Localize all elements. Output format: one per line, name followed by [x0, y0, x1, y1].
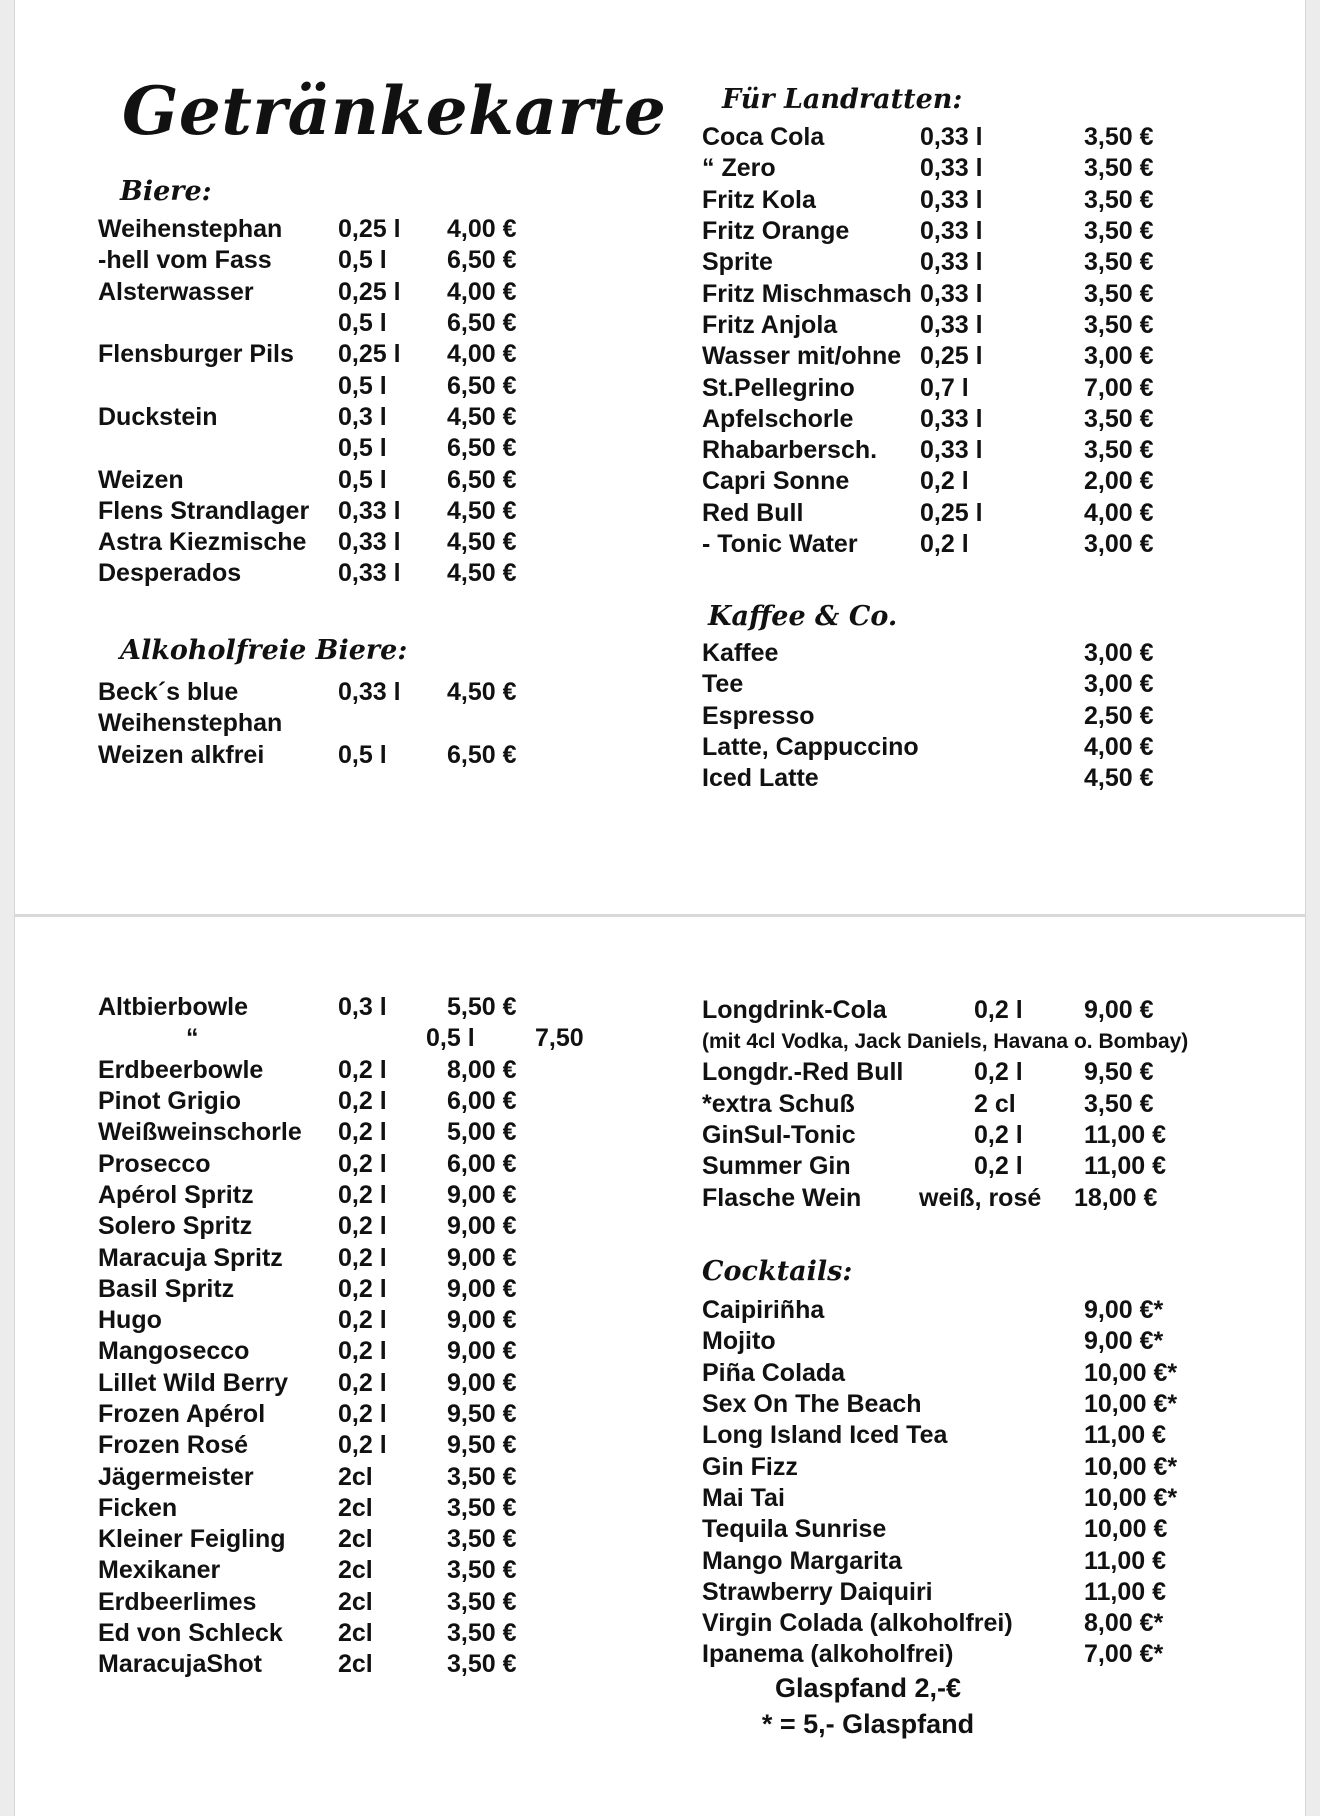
- item-price: 10,00 €*: [1084, 1358, 1178, 1387]
- item-size: 0,2 l: [338, 1400, 387, 1428]
- item-name: Capri Sonne: [702, 467, 850, 496]
- item-name: Coca Cola: [702, 123, 825, 152]
- item-size: 0,33 l: [338, 559, 401, 588]
- list-item: [98, 527, 547, 558]
- item-size: 0,2 l: [338, 1431, 387, 1460]
- kaffee-list: [702, 638, 1194, 794]
- list-item: [98, 677, 547, 708]
- item-price: 3,50 €: [1084, 310, 1154, 339]
- longdrinks-list: [702, 995, 1204, 1214]
- item-price: 9,00 €: [447, 1243, 517, 1272]
- list-item: [98, 1117, 635, 1148]
- item-name: Ed von Schleck: [98, 1619, 283, 1648]
- item-size: 0,2 l: [338, 1306, 387, 1335]
- list-item: [702, 278, 1194, 309]
- cocktails-list: [702, 1295, 1204, 1671]
- item-name: Kaffee: [702, 639, 779, 668]
- list-item: [702, 669, 1194, 700]
- item-name: Summer Gin: [702, 1152, 851, 1181]
- item-name: Fritz Kola: [702, 185, 816, 214]
- item-name: Apérol Spritz: [98, 1180, 254, 1209]
- item-size: 0,2 l: [338, 1337, 387, 1366]
- item-size: 0,25 l: [920, 342, 983, 371]
- item-name: Weißweinschorle: [98, 1118, 302, 1147]
- item-price: 4,50 €: [447, 402, 517, 431]
- item-price: 4,00 €: [447, 340, 517, 369]
- item-price: 9,50 €: [1084, 1058, 1154, 1087]
- list-item: [702, 1545, 1204, 1576]
- list-item: [702, 1514, 1204, 1545]
- item-name: Latte, Cappuccino: [702, 733, 919, 762]
- list-item: [702, 1326, 1204, 1357]
- list-item: [702, 1057, 1204, 1088]
- list-item: [98, 277, 547, 308]
- list-item: [702, 701, 1194, 732]
- item-price: 6,50 €: [447, 434, 517, 463]
- item-name: Iced Latte: [702, 764, 819, 793]
- item-name: Erdbeerbowle: [98, 1055, 264, 1084]
- item-price: 3,50 €: [447, 1650, 517, 1679]
- item-price: 3,00 €: [1084, 639, 1154, 668]
- item-price: 9,50 €: [447, 1400, 517, 1428]
- item-size: 0,2 l: [974, 996, 1023, 1025]
- list-item: [98, 433, 547, 464]
- item-name: “: [186, 1024, 199, 1053]
- item-price: 7,00 €*: [1084, 1640, 1164, 1669]
- item-price: 9,00 €: [447, 1274, 517, 1303]
- list-item: [98, 496, 547, 527]
- item-price: 3,50 €: [1084, 248, 1154, 277]
- item-name: Ipanema (alkoholfrei): [702, 1640, 954, 1669]
- list-item: [98, 1461, 635, 1492]
- item-price: 3,00 €: [1084, 342, 1154, 371]
- list-item: [702, 341, 1194, 372]
- item-name: Sprite: [702, 248, 773, 277]
- item-price: 3,50 €: [447, 1493, 517, 1522]
- glaspfand-note: Glaspfand 2,-€: [774, 1673, 962, 1703]
- item-size: 0,25 l: [920, 498, 983, 527]
- item-name: Piña Colada: [702, 1358, 846, 1387]
- list-item: [702, 466, 1194, 497]
- item-name: Mangosecco: [98, 1337, 250, 1366]
- list-item: [98, 1086, 635, 1117]
- item-price: 9,00 €*: [1084, 1296, 1164, 1325]
- item-size: 0,5 l: [338, 465, 387, 494]
- list-item: [98, 1555, 635, 1586]
- list-item: [98, 1180, 635, 1211]
- item-name: St.Pellegrino: [702, 373, 855, 402]
- item-size: 0,5 l: [338, 246, 387, 275]
- landratten-list: [702, 122, 1194, 560]
- item-name: Mexikaner: [98, 1556, 221, 1585]
- item-name: Apfelschorle: [702, 404, 854, 433]
- list-item: [702, 1182, 1204, 1213]
- item-size: 0,2 l: [338, 1149, 387, 1178]
- list-item: [702, 153, 1194, 184]
- item-size: 2 cl: [974, 1089, 1016, 1118]
- list-item: [702, 1483, 1204, 1514]
- item-size: weiß, rosé: [919, 1183, 1042, 1212]
- item-size: 0,2 l: [338, 1212, 387, 1241]
- item-price: 4,50 €: [1084, 764, 1154, 793]
- item-name: Pinot Grigio: [98, 1087, 242, 1116]
- item-size: 0,33 l: [920, 404, 983, 433]
- item-name: “ Zero: [702, 154, 776, 183]
- alkoholfrei-heading: Alkoholfreie Biere:: [120, 635, 408, 666]
- item-price: 4,00 €: [447, 215, 517, 244]
- list-item: [702, 122, 1194, 153]
- item-price: 3,50 €: [1084, 404, 1154, 433]
- item-size: 0,33 l: [920, 154, 983, 183]
- item-size: 0,2 l: [338, 1368, 387, 1397]
- item-name: Long Island Iced Tea: [702, 1421, 948, 1450]
- list-item: [98, 558, 547, 589]
- item-size: 0,5 l: [338, 434, 387, 463]
- item-name: Fritz Anjola: [702, 310, 838, 339]
- item-size: 0,2 l: [338, 1055, 387, 1084]
- list-item: [98, 1242, 635, 1273]
- item-price: 6,50 €: [447, 309, 517, 338]
- list-item: [702, 763, 1194, 794]
- item-price: 18,00 €: [1074, 1183, 1158, 1212]
- list-item: [702, 1577, 1204, 1608]
- list-item: [98, 1649, 635, 1680]
- item-size: 0,3 l: [338, 402, 387, 431]
- item-name: GinSul-Tonic: [702, 1121, 856, 1150]
- item-name: Prosecco: [98, 1149, 211, 1178]
- list-item: [98, 1211, 635, 1242]
- item-size: 2cl: [338, 1462, 373, 1491]
- item-name: -hell vom Fass: [98, 246, 272, 275]
- item-name: Altbierbowle: [98, 993, 249, 1022]
- item-name: Duckstein: [98, 402, 218, 431]
- item-price: 4,50 €: [447, 528, 517, 557]
- list-item: [702, 1389, 1204, 1420]
- item-price: 11,00 €: [1084, 1152, 1167, 1181]
- list-item: [702, 1295, 1204, 1326]
- list-item: [702, 404, 1194, 435]
- list-item: [98, 1493, 635, 1524]
- longdrink-rows: [702, 1057, 1204, 1182]
- list-item: [98, 1274, 635, 1305]
- item-price: 3,50 €: [1084, 185, 1154, 214]
- landratten-heading: Für Landratten:: [722, 84, 963, 115]
- glaspfand-legend: * = 5,- Glaspfand: [761, 1709, 975, 1739]
- item-size: 0,33 l: [920, 310, 983, 339]
- item-size: 0,2 l: [338, 1274, 387, 1303]
- item-name: Sex On The Beach: [702, 1390, 922, 1419]
- item-price: 7,50: [535, 1024, 584, 1053]
- item-price: 3,50 €: [1084, 154, 1154, 183]
- item-size: 0,33 l: [920, 436, 983, 465]
- item-name: Flens Strandlager: [98, 496, 310, 525]
- item-name: Fritz Orange: [702, 217, 850, 246]
- item-price: 4,00 €: [1084, 498, 1154, 527]
- item-name: Longdrink-Cola: [702, 996, 887, 1025]
- item-price: 5,00 €: [447, 1118, 517, 1147]
- biere-heading: Biere:: [120, 176, 212, 207]
- list-item: [702, 732, 1194, 763]
- list-item: [98, 708, 547, 739]
- item-name: Frozen Apérol: [98, 1400, 266, 1428]
- item-name: *extra Schuß: [702, 1089, 855, 1118]
- item-size: 0,3 l: [338, 993, 387, 1022]
- item-price: 3,50 €: [447, 1619, 517, 1648]
- item-name: Weihenstephan: [98, 215, 283, 244]
- list-item: [702, 1420, 1204, 1451]
- item-name: Red Bull: [702, 498, 804, 527]
- item-size: 0,2 l: [338, 1087, 387, 1116]
- list-item: [702, 1151, 1204, 1182]
- list-item: [702, 372, 1194, 403]
- item-name: Alsterwasser: [98, 277, 254, 306]
- item-name: Fritz Mischmasch: [702, 279, 912, 308]
- item-size: 0,33 l: [338, 528, 401, 557]
- list-item: [702, 638, 1194, 669]
- item-size: 0,2 l: [974, 1152, 1023, 1181]
- item-name: Ficken: [98, 1493, 178, 1522]
- item-size: 0,25 l: [338, 215, 401, 244]
- list-item: [98, 1368, 635, 1399]
- item-price: 10,00 €*: [1084, 1452, 1178, 1481]
- item-name: Flensburger Pils: [98, 340, 294, 369]
- item-name: Hugo: [98, 1306, 162, 1335]
- item-name: MaracujaShot: [98, 1650, 262, 1679]
- item-name: Mai Tai: [702, 1483, 785, 1512]
- item-price: 3,50 €: [1084, 123, 1154, 152]
- item-price: 4,50 €: [447, 496, 517, 525]
- item-price: 3,50 €: [1084, 1089, 1154, 1118]
- item-name: - Tonic Water: [702, 530, 858, 558]
- item-price: 11,00 €: [1084, 1121, 1167, 1150]
- list-item: [98, 370, 547, 401]
- list-item: [702, 310, 1194, 341]
- item-price: 9,00 €: [447, 1180, 517, 1209]
- page-fold-divider: [14, 914, 1306, 917]
- item-size: 0,2 l: [338, 1118, 387, 1147]
- list-item: [98, 740, 547, 771]
- item-size: 0,2 l: [920, 530, 969, 558]
- list-item: [702, 435, 1194, 466]
- item-price: 9,00 €: [447, 1212, 517, 1241]
- item-name: Weihenstephan: [98, 709, 283, 738]
- item-price: 11,00 €: [1084, 1577, 1167, 1606]
- item-size: 2cl: [338, 1493, 373, 1522]
- item-price: 4,00 €: [1084, 733, 1154, 762]
- list-item: [98, 1023, 635, 1054]
- item-price: 9,00 €: [1084, 996, 1154, 1025]
- item-price: 3,50 €: [1084, 217, 1154, 246]
- item-name: Mojito: [702, 1327, 776, 1356]
- list-item: [98, 214, 547, 245]
- list-item: [98, 1430, 635, 1461]
- item-name: Mango Margarita: [702, 1546, 903, 1575]
- item-price: 9,00 €: [447, 1306, 517, 1335]
- item-size: 0,5 l: [338, 740, 387, 769]
- item-name: Astra Kiezmische: [98, 528, 307, 557]
- list-item: [702, 185, 1194, 216]
- list-item: [98, 1055, 635, 1086]
- item-price: 6,50 €: [447, 371, 517, 400]
- item-name: Erdbeerlimes: [98, 1587, 257, 1616]
- item-price: 9,50 €: [447, 1431, 517, 1460]
- item-price: 3,50 €: [447, 1556, 517, 1585]
- item-size: 0,2 l: [338, 1180, 387, 1209]
- item-price: 9,00 €: [447, 1337, 517, 1366]
- list-item: [702, 1451, 1204, 1482]
- alkoholfrei-list: [98, 677, 547, 771]
- item-price: 9,00 €*: [1084, 1327, 1164, 1356]
- item-price: 6,00 €: [447, 1087, 517, 1116]
- item-price: 10,00 €: [1084, 1515, 1168, 1544]
- item-size: 2cl: [338, 1587, 373, 1616]
- item-name: Desperados: [98, 559, 242, 588]
- item-price: 4,50 €: [447, 678, 517, 707]
- item-name: Jägermeister: [98, 1462, 254, 1491]
- item-price: 6,00 €: [447, 1149, 517, 1178]
- item-price: 6,50 €: [447, 465, 517, 494]
- list-item: [98, 1305, 635, 1336]
- list-item: [98, 402, 547, 433]
- list-item: [98, 308, 547, 339]
- item-name: Weizen alkfrei: [98, 740, 265, 769]
- list-item: [98, 1336, 635, 1367]
- item-size: 0,7 l: [920, 373, 969, 402]
- item-size: 0,5 l: [338, 309, 387, 338]
- list-item: [98, 1399, 635, 1430]
- item-price: 3,50 €: [447, 1462, 517, 1491]
- item-size: 0,33 l: [920, 248, 983, 277]
- item-price: 2,50 €: [1084, 701, 1154, 730]
- menu-title: Getränkekarte: [122, 72, 667, 150]
- list-item: [702, 1608, 1204, 1639]
- item-name: Kleiner Feigling: [98, 1525, 286, 1554]
- item-price: 3,50 €: [447, 1525, 517, 1554]
- item-name: Rhabarbersch.: [702, 436, 878, 465]
- item-name: Wasser mit/ohne: [702, 342, 902, 371]
- list-item: [702, 1089, 1204, 1120]
- list-item: [98, 1587, 635, 1618]
- item-size: 0,33 l: [338, 678, 401, 707]
- item-size: 0,25 l: [338, 277, 401, 306]
- kaffee-heading: Kaffee & Co.: [708, 601, 898, 632]
- longdrink-note: (mit 4cl Vodka, Jack Daniels, Havana o. Bombay): [702, 1029, 1189, 1053]
- item-price: 4,00 €: [447, 277, 517, 306]
- item-price: 6,50 €: [447, 246, 517, 275]
- list-item: [98, 245, 547, 276]
- item-name: Tee: [702, 670, 744, 699]
- list-item: [98, 464, 547, 495]
- item-size: 0,2 l: [338, 1243, 387, 1272]
- item-size: 0,2 l: [974, 1058, 1023, 1087]
- item-price: 10,00 €*: [1084, 1390, 1178, 1419]
- list-item: [702, 498, 1194, 529]
- item-name: Caipiriñha: [702, 1296, 825, 1325]
- item-price: 5,50 €: [447, 993, 517, 1022]
- item-size: 0,2 l: [920, 467, 969, 496]
- item-name: Maracuja Spritz: [98, 1243, 283, 1272]
- item-size: 0,5 l: [426, 1024, 475, 1053]
- list-item: [98, 1618, 635, 1649]
- item-size: 2cl: [338, 1619, 373, 1648]
- item-name: Basil Spritz: [98, 1274, 235, 1303]
- item-size: 2cl: [338, 1650, 373, 1679]
- item-price: 3,00 €: [1084, 530, 1154, 558]
- list-item: [702, 1358, 1204, 1389]
- item-price: 6,50 €: [447, 740, 517, 769]
- item-name: Weizen: [98, 465, 184, 494]
- item-size: 0,33 l: [920, 217, 983, 246]
- item-name: Beck´s blue: [98, 678, 239, 707]
- item-price: 3,50 €: [447, 1587, 517, 1616]
- item-size: 0,25 l: [338, 340, 401, 369]
- item-size: 0,33 l: [920, 279, 983, 308]
- item-size: 0,33 l: [920, 185, 983, 214]
- item-price: 3,50 €: [1084, 436, 1154, 465]
- list-item: [702, 1639, 1204, 1670]
- item-price: 11,00 €: [1084, 1421, 1167, 1450]
- item-name: Flasche Wein: [702, 1183, 862, 1212]
- item-price: 8,00 €: [447, 1055, 517, 1084]
- list-item: [702, 529, 1194, 560]
- list-item: [702, 1120, 1204, 1151]
- item-name: Gin Fizz: [702, 1452, 798, 1481]
- cocktails-heading: Cocktails:: [702, 1256, 853, 1287]
- item-name: Espresso: [702, 701, 815, 730]
- item-size: 2cl: [338, 1525, 373, 1554]
- item-price: 8,00 €*: [1084, 1609, 1164, 1638]
- item-name: Virgin Colada (alkoholfrei): [702, 1609, 1013, 1638]
- item-name: Longdr.-Red Bull: [702, 1058, 904, 1087]
- item-name: Lillet Wild Berry: [98, 1368, 289, 1397]
- item-price: 4,50 €: [447, 559, 517, 588]
- item-size: 0,5 l: [338, 371, 387, 400]
- bowle-shots-list: [98, 992, 635, 1681]
- item-size: 0,33 l: [920, 123, 983, 152]
- biere-list: [98, 214, 547, 590]
- list-item: [98, 1524, 635, 1555]
- list-item: [702, 995, 1204, 1026]
- item-size: 2cl: [338, 1556, 373, 1585]
- item-size: 0,33 l: [338, 496, 401, 525]
- list-item: [98, 339, 547, 370]
- item-price: 11,00 €: [1084, 1546, 1167, 1575]
- list-item: [702, 247, 1194, 278]
- item-price: 7,00 €: [1084, 373, 1154, 402]
- item-price: 2,00 €: [1084, 467, 1154, 496]
- item-size: 0,2 l: [974, 1121, 1023, 1150]
- item-price: 3,00 €: [1084, 670, 1154, 699]
- list-item: [702, 216, 1194, 247]
- item-name: Frozen Rosé: [98, 1431, 249, 1460]
- list-item: [98, 1148, 635, 1179]
- item-name: Solero Spritz: [98, 1212, 253, 1241]
- item-name: Tequila Sunrise: [702, 1515, 887, 1544]
- item-price: 10,00 €*: [1084, 1483, 1178, 1512]
- item-price: 3,50 €: [1084, 279, 1154, 308]
- item-price: 9,00 €: [447, 1368, 517, 1397]
- list-item: [98, 992, 635, 1023]
- item-name: Strawberry Daiquiri: [702, 1577, 933, 1606]
